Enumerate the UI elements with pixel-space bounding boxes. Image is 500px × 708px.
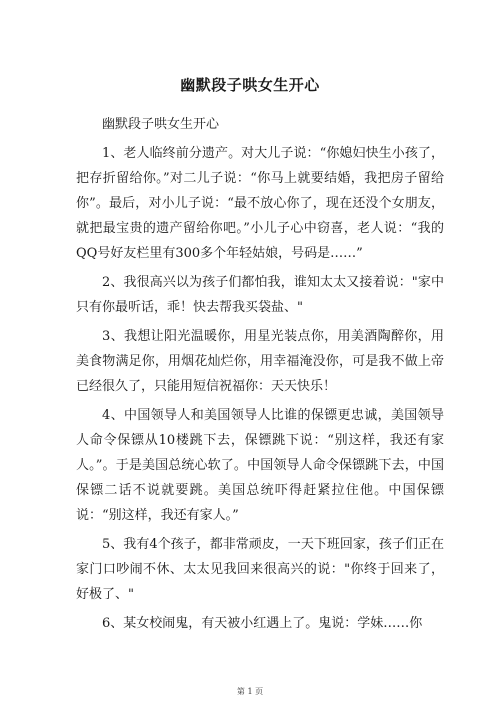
paragraph-4: 4、中国领导人和美国领导人比谁的保镖更忠诚，美国领导人命令保镖从10楼跳下去，保镖跳下说：“别这样，我还有家人。”。于是美国总统心软了。中国领导人命令保镖跳下去，中国保镖二话不说就要跳。美国总统吓得赶紧拉住他。中国保镖说：“别这样，我还有家人。” <box>76 408 444 523</box>
page-number: 第 1 页 <box>236 687 264 696</box>
paragraph-6: 6、某女校闹鬼，有天被小红遇上了。鬼说：学妹……你 <box>102 616 423 631</box>
paragraph-3: 3、我想让阳光温暖你，用星光装点你，用美酒陶醉你，用美食物满足你，用烟花灿烂你，用幸福淹没你，可是我不做上帝已经很久了，只能用短信祝福你：天天快乐！ <box>76 329 444 394</box>
paragraph-1: 1、老人临终前分遗产。对大儿子说：“你媳妇快生小孩了，把存折留给你。”对二儿子说：“你马上就要结婚，我把房子留给你”。最后，对小儿子说：“最不放心你了，现在还没个女朋友，就把最宝贵的遗产留给你吧。”小儿子心中窃喜，老人说：“我的QQ号好友栏里有300多个年轻姑娘，号码是……” <box>76 146 444 261</box>
document-body <box>76 112 444 640</box>
paragraph-intro: 幽默段子哄女生开心 <box>102 117 220 132</box>
paragraph-2: 2、我很高兴以为孩子们都怕我，谁知太太又接着说："家中只有你最听话，乖！快去帮我买袋盐、" <box>76 275 444 315</box>
paragraph-5: 5、我有4个孩子，都非常顽皮，一天下班回家，孩子们正在家门口吵闹不休、太太见我回来很高兴的说："你终于回来了，好极了、" <box>76 537 444 602</box>
document-title: 幽默段子哄女生开心 <box>180 76 320 94</box>
